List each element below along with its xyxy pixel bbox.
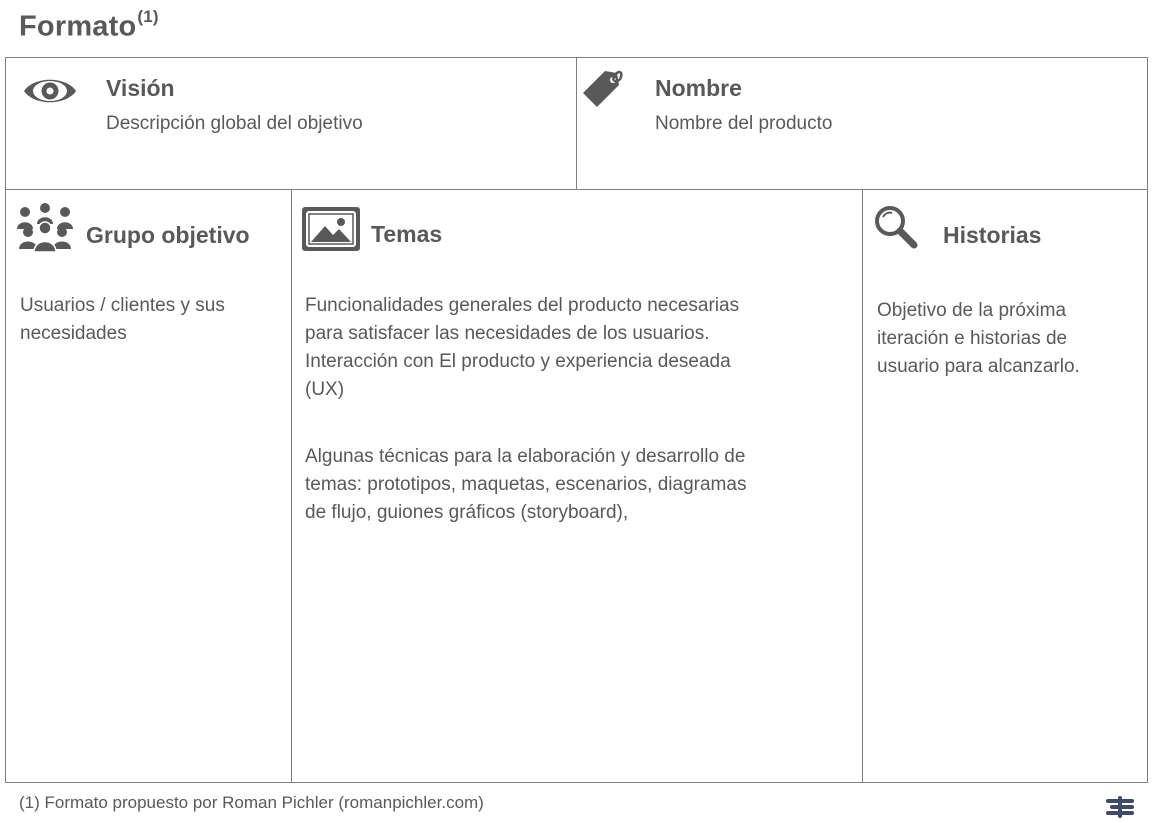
temas-text-line: de flujo, guiones gráficos (storyboard), (305, 502, 629, 523)
page-title (19, 7, 159, 44)
cell-grupo-objetivo (6, 190, 292, 782)
historias-text-line: Objetivo de la próxima (877, 300, 1067, 321)
tag-icon (579, 67, 625, 111)
temas-text-line: Interacción con El producto y experiencia deseada (305, 351, 731, 372)
temas-text-line: Algunas técnicas para la elaboración y desarrollo de (305, 446, 746, 467)
cell-nombre (577, 58, 1147, 190)
grupo-text-line: Usuarios / clientes y sus (20, 295, 225, 316)
historias-text-line: usuario para alcanzarlo. (877, 356, 1080, 377)
canvas-board (5, 57, 1148, 783)
cell-vision (6, 58, 577, 190)
stacked-bars-logo-icon (1104, 795, 1136, 819)
historias-text (877, 297, 1080, 381)
page-title-text: Formato (19, 10, 137, 43)
temas-text-line: temas: prototipos, maquetas, escenarios, diagramas (305, 474, 747, 495)
nombre-text: Nombre del producto (655, 113, 833, 134)
vision-title: Visión (106, 75, 175, 101)
grupo-text-line: necesidades (20, 323, 127, 344)
people-group-icon (16, 202, 74, 252)
eye-icon (22, 73, 78, 109)
magnifier-icon (872, 203, 920, 251)
page-title-note: (1) (137, 7, 159, 26)
grupo-text (20, 292, 225, 348)
historias-title: Historias (943, 222, 1042, 248)
nombre-title: Nombre (655, 75, 742, 101)
temas-text-line: para satisfacer las necesidades de los usuarios. (305, 323, 710, 344)
historias-text-line: iteración e historias de (877, 328, 1068, 349)
temas-text-line: (UX) (305, 379, 345, 400)
vision-text: Descripción global del objetivo (106, 113, 363, 134)
temas-paragraph-1 (305, 292, 739, 404)
footnote: (1) Formato propuesto por Roman Pichler (romanpichler.com) (19, 793, 484, 812)
picture-frame-icon (302, 207, 360, 251)
temas-text-line: Funcionalidades generales del producto necesarias (305, 295, 740, 316)
grupo-title: Grupo objetivo (86, 222, 250, 248)
cell-temas (292, 190, 863, 782)
temas-title: Temas (371, 221, 443, 247)
cell-historias (863, 190, 1147, 782)
temas-paragraph-2 (305, 443, 746, 527)
